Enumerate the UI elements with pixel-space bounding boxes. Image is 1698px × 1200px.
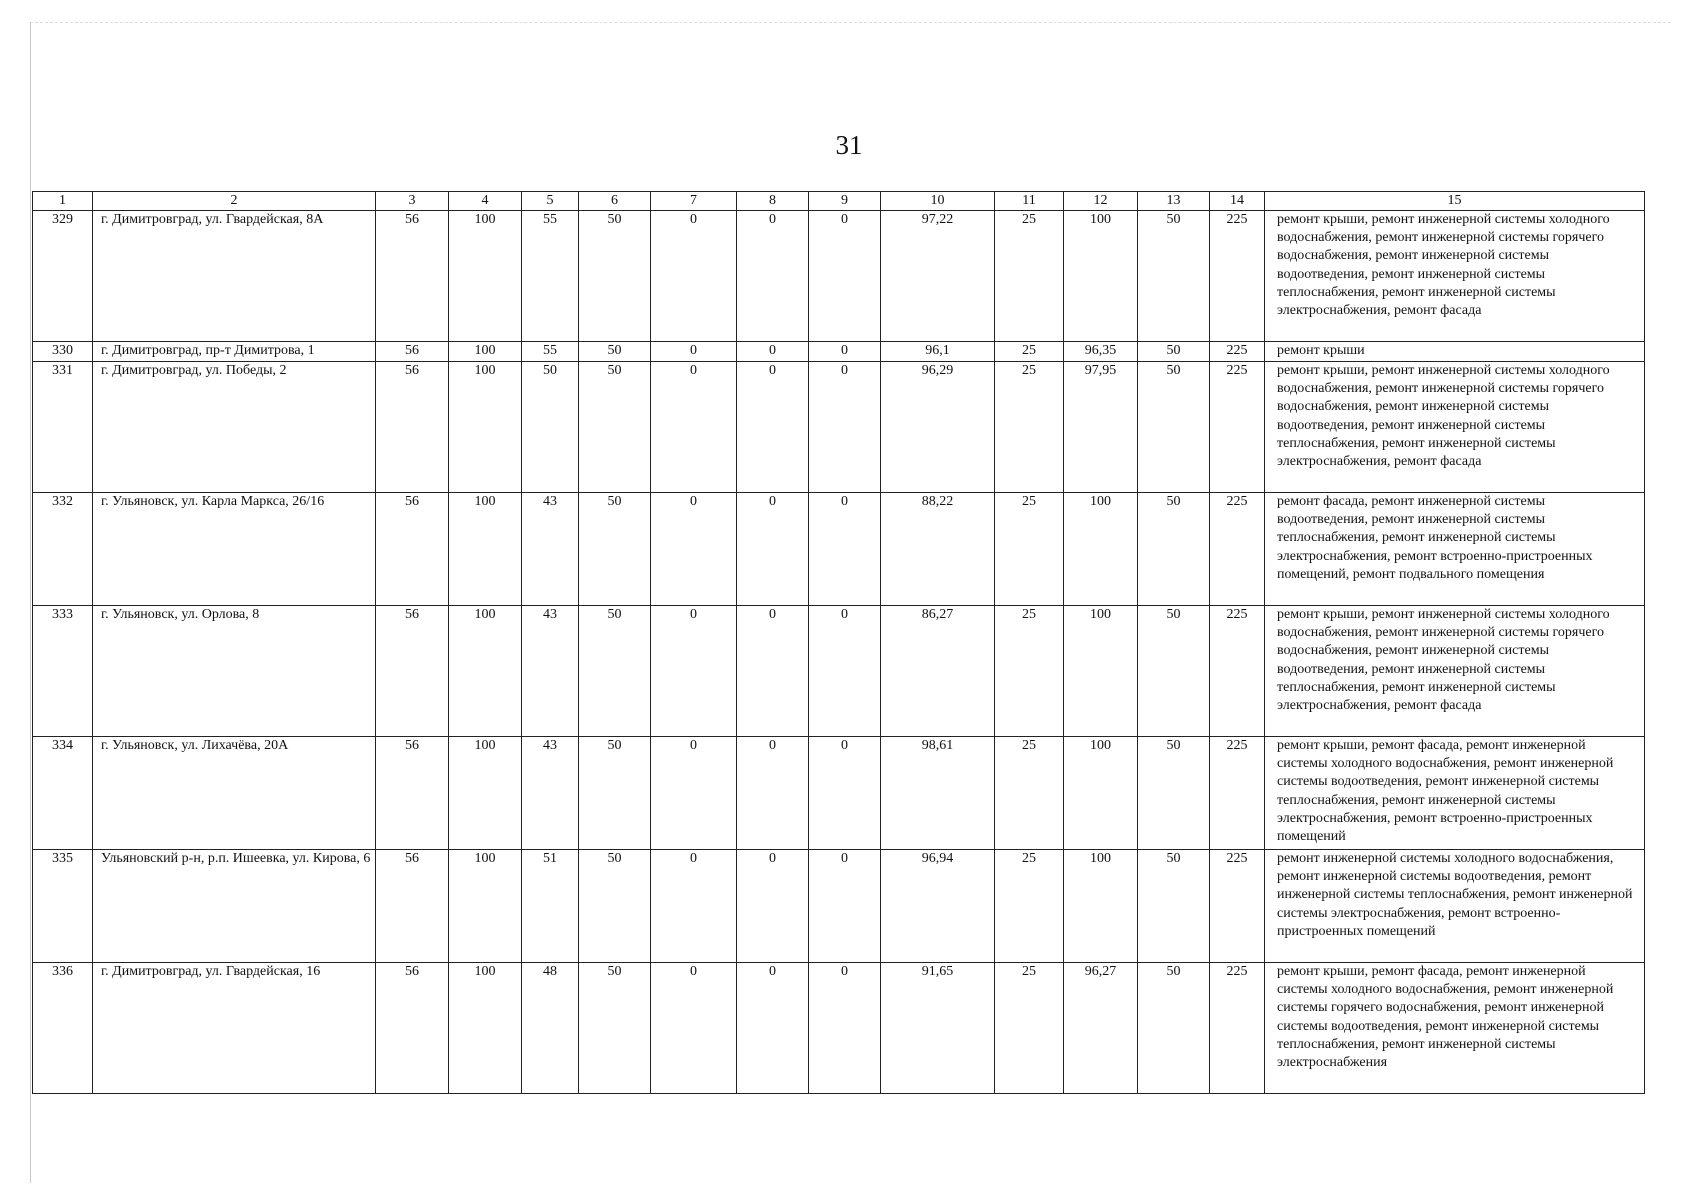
table-row [33,362,1645,493]
column-header: 10 [881,192,995,211]
column-header: 9 [809,192,881,211]
column-header: 13 [1138,192,1210,211]
value-cell: 100 [449,963,522,1094]
address-cell: г. Димитровград, ул. Гвардейская, 16 [93,963,376,1094]
value-cell: 100 [449,493,522,606]
value-cell: 50 [522,362,579,493]
value-cell: 100 [1064,850,1138,963]
row-number-cell: 336 [33,963,93,1094]
address-cell: г. Димитровград, ул. Победы, 2 [93,362,376,493]
value-cell: 50 [579,737,651,850]
address-cell: Ульяновский р-н, р.п. Ишеевка, ул. Кирова, 6 [93,850,376,963]
table-row [33,963,1645,1094]
works-cell: ремонт фасада, ремонт инженерной системы водоотведения, ремонт инженерной системы теплоснабжения, ремонт инженерной системы электроснабжения, ремонт встроенно-пристроенных помещений, ремонт подвального помещения [1265,493,1645,606]
value-cell: 91,65 [881,963,995,1094]
value-cell: 100 [449,362,522,493]
table-row [33,850,1645,963]
value-cell: 100 [449,850,522,963]
value-cell: 50 [579,342,651,362]
row-number-cell: 330 [33,342,93,362]
table-row [33,342,1645,362]
value-cell: 0 [737,493,809,606]
value-cell: 100 [449,606,522,737]
value-cell: 100 [449,737,522,850]
value-cell: 100 [449,211,522,342]
value-cell: 25 [995,737,1064,850]
value-cell: 0 [809,493,881,606]
value-cell: 96,94 [881,850,995,963]
value-cell: 88,22 [881,493,995,606]
column-header: 8 [737,192,809,211]
column-header: 4 [449,192,522,211]
value-cell: 0 [651,963,737,1094]
value-cell: 50 [579,850,651,963]
column-header: 11 [995,192,1064,211]
value-cell: 0 [651,737,737,850]
address-cell: г. Ульяновск, ул. Лихачёва, 20А [93,737,376,850]
value-cell: 0 [651,493,737,606]
value-cell: 0 [737,963,809,1094]
column-header: 14 [1210,192,1265,211]
value-cell: 100 [449,342,522,362]
address-cell: г. Димитровград, ул. Гвардейская, 8А [93,211,376,342]
value-cell: 97,22 [881,211,995,342]
value-cell: 96,29 [881,362,995,493]
value-cell: 100 [1064,606,1138,737]
value-cell: 0 [651,850,737,963]
value-cell: 225 [1210,606,1265,737]
value-cell: 50 [579,963,651,1094]
row-number-cell: 329 [33,211,93,342]
value-cell: 56 [376,963,449,1094]
value-cell: 50 [1138,362,1210,493]
value-cell: 97,95 [1064,362,1138,493]
value-cell: 51 [522,850,579,963]
value-cell: 225 [1210,963,1265,1094]
value-cell: 56 [376,211,449,342]
value-cell: 50 [1138,963,1210,1094]
row-number-cell: 334 [33,737,93,850]
value-cell: 0 [809,211,881,342]
table-row [33,737,1645,850]
value-cell: 0 [737,737,809,850]
table-row [33,211,1645,342]
value-cell: 225 [1210,737,1265,850]
column-header: 12 [1064,192,1138,211]
value-cell: 50 [1138,493,1210,606]
row-number-cell: 331 [33,362,93,493]
value-cell: 0 [651,606,737,737]
value-cell: 25 [995,211,1064,342]
value-cell: 0 [809,850,881,963]
value-cell: 50 [1138,850,1210,963]
value-cell: 96,1 [881,342,995,362]
column-header: 7 [651,192,737,211]
value-cell: 0 [809,606,881,737]
value-cell: 225 [1210,850,1265,963]
row-number-cell: 335 [33,850,93,963]
value-cell: 56 [376,362,449,493]
value-cell: 55 [522,211,579,342]
works-cell: ремонт крыши, ремонт инженерной системы холодного водоснабжения, ремонт инженерной системы горячего водоснабжения, ремонт инженерной системы водоотведения, ремонт инженерной системы теплоснабжения, ремонт инженерной системы электроснабжения, ремонт фасада [1265,362,1645,493]
value-cell: 50 [579,606,651,737]
column-header: 2 [93,192,376,211]
value-cell: 0 [737,211,809,342]
value-cell: 50 [1138,737,1210,850]
works-cell: ремонт крыши, ремонт инженерной системы холодного водоснабжения, ремонт инженерной системы горячего водоснабжения, ремонт инженерной системы водоотведения, ремонт инженерной системы теплоснабжения, ремонт инженерной системы электроснабжения, ремонт фасада [1265,606,1645,737]
value-cell: 100 [1064,493,1138,606]
value-cell: 50 [1138,211,1210,342]
value-cell: 56 [376,342,449,362]
column-header: 6 [579,192,651,211]
works-cell: ремонт крыши, ремонт фасада, ремонт инженерной системы холодного водоснабжения, ремонт инженерной системы водоотведения, ремонт инженерной системы теплоснабжения, ремонт инженерной системы электроснабжения, ремонт встроенно-пристроенных помещений [1265,737,1645,850]
value-cell: 225 [1210,493,1265,606]
value-cell: 100 [1064,211,1138,342]
value-cell: 48 [522,963,579,1094]
table-row [33,493,1645,606]
works-cell: ремонт крыши [1265,342,1645,362]
value-cell: 25 [995,850,1064,963]
value-cell: 0 [809,342,881,362]
page-number: 31 [835,130,863,160]
works-cell: ремонт крыши, ремонт инженерной системы холодного водоснабжения, ремонт инженерной системы горячего водоснабжения, ремонт инженерной системы водоотведения, ремонт инженерной системы теплоснабжения, ремонт инженерной системы электроснабжения, ремонт фасада [1265,211,1645,342]
value-cell: 43 [522,606,579,737]
value-cell: 25 [995,342,1064,362]
address-cell: г. Димитровград, пр-т Димитрова, 1 [93,342,376,362]
address-cell: г. Ульяновск, ул. Орлова, 8 [93,606,376,737]
value-cell: 86,27 [881,606,995,737]
value-cell: 0 [737,362,809,493]
value-cell: 0 [809,362,881,493]
value-cell: 0 [737,606,809,737]
value-cell: 50 [1138,606,1210,737]
value-cell: 25 [995,606,1064,737]
value-cell: 0 [651,362,737,493]
value-cell: 56 [376,737,449,850]
data-table [32,191,1645,1094]
value-cell: 0 [809,737,881,850]
value-cell: 56 [376,606,449,737]
value-cell: 96,27 [1064,963,1138,1094]
column-header: 15 [1265,192,1645,211]
value-cell: 25 [995,963,1064,1094]
value-cell: 25 [995,493,1064,606]
works-cell: ремонт инженерной системы холодного водоснабжения, ремонт инженерной системы водоотведения, ремонт инженерной системы теплоснабжения, ремонт инженерной системы электроснабжения, ремонт встроенно-пристроенных помещений [1265,850,1645,963]
address-cell: г. Ульяновск, ул. Карла Маркса, 26/16 [93,493,376,606]
value-cell: 98,61 [881,737,995,850]
value-cell: 0 [651,211,737,342]
value-cell: 43 [522,737,579,850]
value-cell: 225 [1210,342,1265,362]
value-cell: 25 [995,362,1064,493]
value-cell: 56 [376,850,449,963]
value-cell: 225 [1210,211,1265,342]
table-header-row [33,192,1645,211]
value-cell: 100 [1064,737,1138,850]
value-cell: 55 [522,342,579,362]
value-cell: 56 [376,493,449,606]
column-header: 1 [33,192,93,211]
value-cell: 96,35 [1064,342,1138,362]
value-cell: 0 [809,963,881,1094]
row-number-cell: 332 [33,493,93,606]
value-cell: 225 [1210,362,1265,493]
value-cell: 0 [651,342,737,362]
column-header: 5 [522,192,579,211]
value-cell: 50 [579,362,651,493]
row-number-cell: 333 [33,606,93,737]
table-body [33,211,1645,1094]
value-cell: 43 [522,493,579,606]
table-row [33,606,1645,737]
value-cell: 0 [737,850,809,963]
value-cell: 50 [579,211,651,342]
column-header: 3 [376,192,449,211]
value-cell: 0 [737,342,809,362]
value-cell: 50 [1138,342,1210,362]
value-cell: 50 [579,493,651,606]
works-cell: ремонт крыши, ремонт фасада, ремонт инженерной системы холодного водоснабжения, ремонт инженерной системы горячего водоснабжения, ремонт инженерной системы водоотведения, ремонт инженерной системы теплоснабжения, ремонт инженерной системы электроснабжения [1265,963,1645,1094]
